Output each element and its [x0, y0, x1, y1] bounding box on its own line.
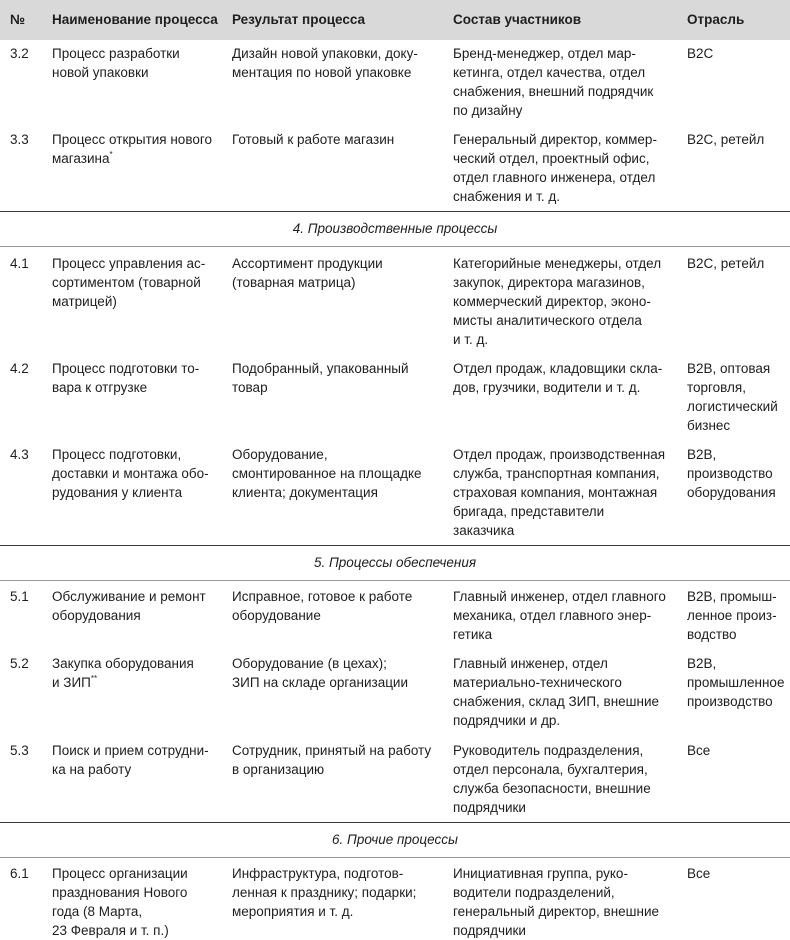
section-header: [0, 545, 790, 581]
row-participants: Категорийные менеджеры, отдел закупок, директора магазинов, коммерческий директор, эконо- мисты аналитического отдела и т. д.: [453, 256, 662, 347]
row-number: 3.3: [10, 132, 29, 147]
row-process-result: Дизайн новой упаковки, доку- ментация по новой упаковке: [232, 46, 418, 80]
row-process-name: Процесс подготовки, доставки и монтажа обо- рудования у клиента: [52, 447, 209, 500]
row-number: 6.1: [10, 866, 29, 881]
row-number: 5.2: [10, 656, 29, 671]
row-industry: B2B, оптовая торговля, логистический бизнес: [687, 361, 778, 433]
section-title: 4. Производственные процессы: [292, 221, 498, 236]
row-process-name: Поиск и прием сотрудни- ка на работу: [52, 743, 209, 777]
row-process-name: Закупка оборудования и ЗИП: [52, 656, 194, 690]
row-number: 4.1: [10, 256, 29, 271]
row-participants: Отдел продаж, производственная служба, транспортная компания, страховая компания, монтажная бригада, представители заказчика: [453, 447, 666, 538]
row-industry: B2C, ретейл: [687, 256, 765, 271]
row-number: 5.1: [10, 589, 29, 604]
row-process-result: Оборудование (в цехах); ЗИП на складе организации: [232, 656, 409, 690]
header-process-result: Результат процесса: [232, 12, 366, 27]
row-number: 4.3: [10, 447, 29, 462]
row-industry: B2C: [687, 46, 714, 61]
row-industry: B2B, промыш- ленное произ- водство: [687, 589, 777, 642]
row-process-result: Сотрудник, принятый на работу в организацию: [232, 743, 432, 777]
row-participants: Генеральный директор, коммер- ческий отдел, проектный офис, отдел главного инженера, отдел снабжения и т. д.: [453, 132, 657, 204]
row-process-result: Ассортимент продукции (товарная матрица): [232, 256, 383, 290]
row-number: 4.2: [10, 361, 29, 376]
row-participants: Отдел продаж, кладовщики скла- дов, грузчики, водители и т. д.: [453, 361, 663, 395]
row-participants: Главный инженер, отдел материально-технического снабжения, склад ЗИП, внешние подрядчики и др.: [453, 656, 659, 728]
row-industry: B2B, промышленное производство: [687, 656, 785, 709]
row-process-name: Процесс открытия нового магазина: [52, 132, 212, 166]
row-participants: Инициативная группа, руко- водители подразделений, генеральный директор, внешние подрядчики: [453, 866, 659, 938]
header-process-name: Наименование процесса: [52, 12, 218, 27]
header-participants: Состав участников: [453, 12, 582, 27]
row-process-name: Процесс подготовки то- вара к отгрузке: [52, 361, 200, 395]
row-number: 5.3: [10, 743, 29, 758]
row-industry: B2C, ретейл: [687, 132, 765, 147]
header-industry: Отрасль: [687, 12, 745, 27]
row-process-name: Процесс разработки новой упаковки: [52, 46, 180, 80]
row-industry: B2B, производство оборудования: [687, 447, 776, 500]
row-participants: Руководитель подразделения, отдел персонала, бухгалтерия, служба безопасности, внешние подрядчики: [453, 743, 651, 815]
row-participants: Главный инженер, отдел главного механика, отдел главного энер- гетика: [453, 589, 666, 642]
row-industry: Все: [687, 743, 711, 758]
section-header: [0, 822, 790, 858]
footnote-mark: *: [109, 150, 113, 159]
footnote-mark: **: [90, 674, 98, 683]
row-process-result: Инфраструктура, подготов- ленная к празднику; подарки; мероприятия и т. д.: [232, 866, 417, 919]
row-process-name: Процесс управления ас- сортиментом (товарной матрицей): [52, 256, 206, 309]
row-process-result: Подобранный, упакованный товар: [232, 361, 409, 395]
row-number: 3.2: [10, 46, 29, 61]
header-number: №: [10, 12, 26, 27]
row-process-name: Процесс организации празднования Нового года (8 Марта, 23 Февраля и т. п.): [52, 866, 188, 938]
row-process-name: Обслуживание и ремонт оборудования: [52, 589, 206, 623]
row-process-result: Готовый к работе магазин: [232, 132, 395, 147]
row-process-result: Оборудование, смонтированное на площадке клиента; документация: [232, 447, 422, 500]
table-header: [0, 0, 790, 40]
row-process-result: Исправное, готовое к работе оборудование: [232, 589, 413, 623]
row-participants: Бренд-менеджер, отдел мар- кетинга, отдел качества, отдел снабжения, внешний подрядчик по дизайну: [453, 46, 654, 118]
section-header: [0, 211, 790, 247]
row-process-name-cell: [52, 654, 228, 692]
row-industry: Все: [687, 866, 711, 881]
section-title: 6. Прочие процессы: [332, 832, 458, 847]
section-title: 5. Процессы обеспечения: [313, 555, 477, 570]
row-process-name-cell: [52, 130, 228, 168]
